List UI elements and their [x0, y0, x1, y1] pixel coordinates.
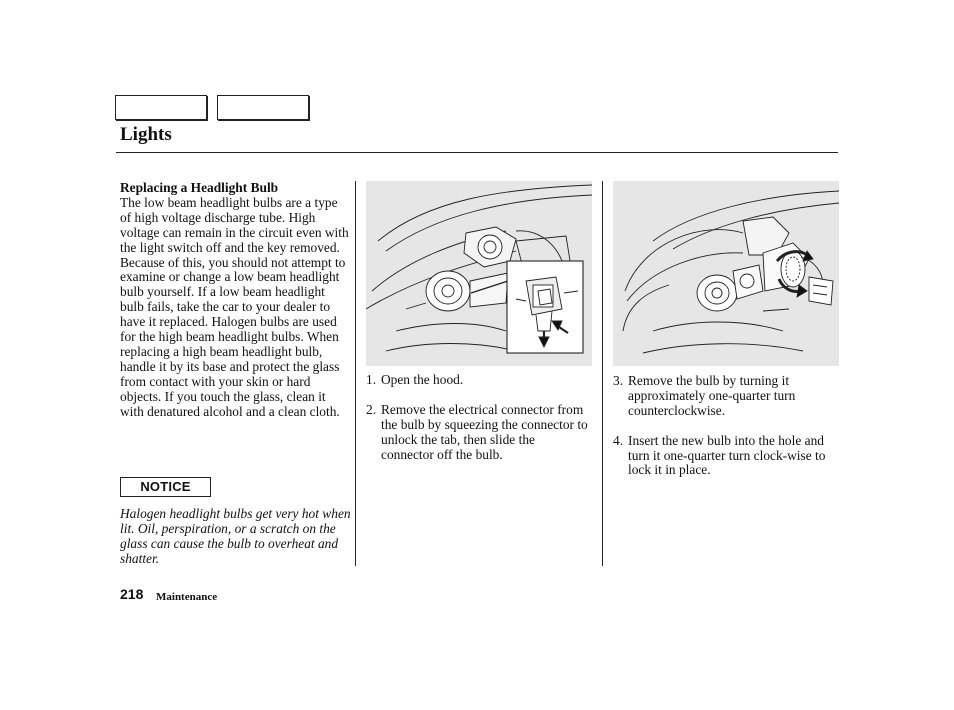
notice-label: NOTICE	[120, 477, 211, 497]
section-heading: Replacing a Headlight Bulb	[120, 180, 279, 195]
notice-text: Halogen headlight bulbs get very hot when lit. Oil, perspiration, or a scratch on the glass can cause the bulb to overheat and shatter.	[120, 506, 351, 566]
column-divider-1	[355, 181, 356, 566]
left-column-text	[120, 181, 352, 420]
list-item	[613, 374, 837, 419]
column-divider-2	[602, 181, 603, 566]
list-item	[366, 373, 588, 388]
section-body: The low beam headlight bulbs are a type of high voltage discharge tube. High voltage can remain in the circuit even with the light switch off and the key removed. Because of this, you should not attempt to examine or change a low beam headlight bulb yourself. If a low beam headlight bulb fails, take the car to your dealer to have it replaced. Halogen bulbs are used for the high beam headlight bulbs. When replacing a high beam headlight bulb, handle it by its base and protect the glass from contact with your skin or hard objects. If you touch the glass, clean it with denatured alcohol and a clean cloth.	[120, 194, 349, 419]
steps-list-2	[613, 374, 837, 493]
step-number: 4.	[613, 432, 624, 448]
page-number: 218	[120, 586, 144, 602]
list-item	[366, 403, 588, 463]
bulb-rotation-illustration	[613, 181, 839, 366]
page-title: Lights	[120, 124, 172, 145]
section-name: Maintenance	[156, 591, 218, 603]
title-divider	[116, 152, 838, 153]
next-page-tab[interactable]	[217, 95, 309, 120]
step-number: 2.	[366, 401, 377, 417]
step-text: Remove the electrical connector from the bulb by squeezing the connector to unlock the tab, then slide the connector off the bulb.	[381, 401, 588, 462]
previous-page-tab[interactable]	[115, 95, 207, 120]
step-text: Insert the new bulb into the hole and turn it one-quarter turn clock-wise to lock it in place.	[628, 432, 826, 478]
step-number: 3.	[613, 373, 624, 388]
step-text: Open the hood.	[381, 372, 464, 387]
connector-removal-illustration	[366, 181, 592, 366]
list-item	[613, 434, 837, 479]
step-number: 1.	[366, 372, 377, 387]
steps-list-1	[366, 373, 588, 477]
step-text: Remove the bulb by turning it approximately one-quarter turn counterclockwise.	[628, 373, 796, 418]
